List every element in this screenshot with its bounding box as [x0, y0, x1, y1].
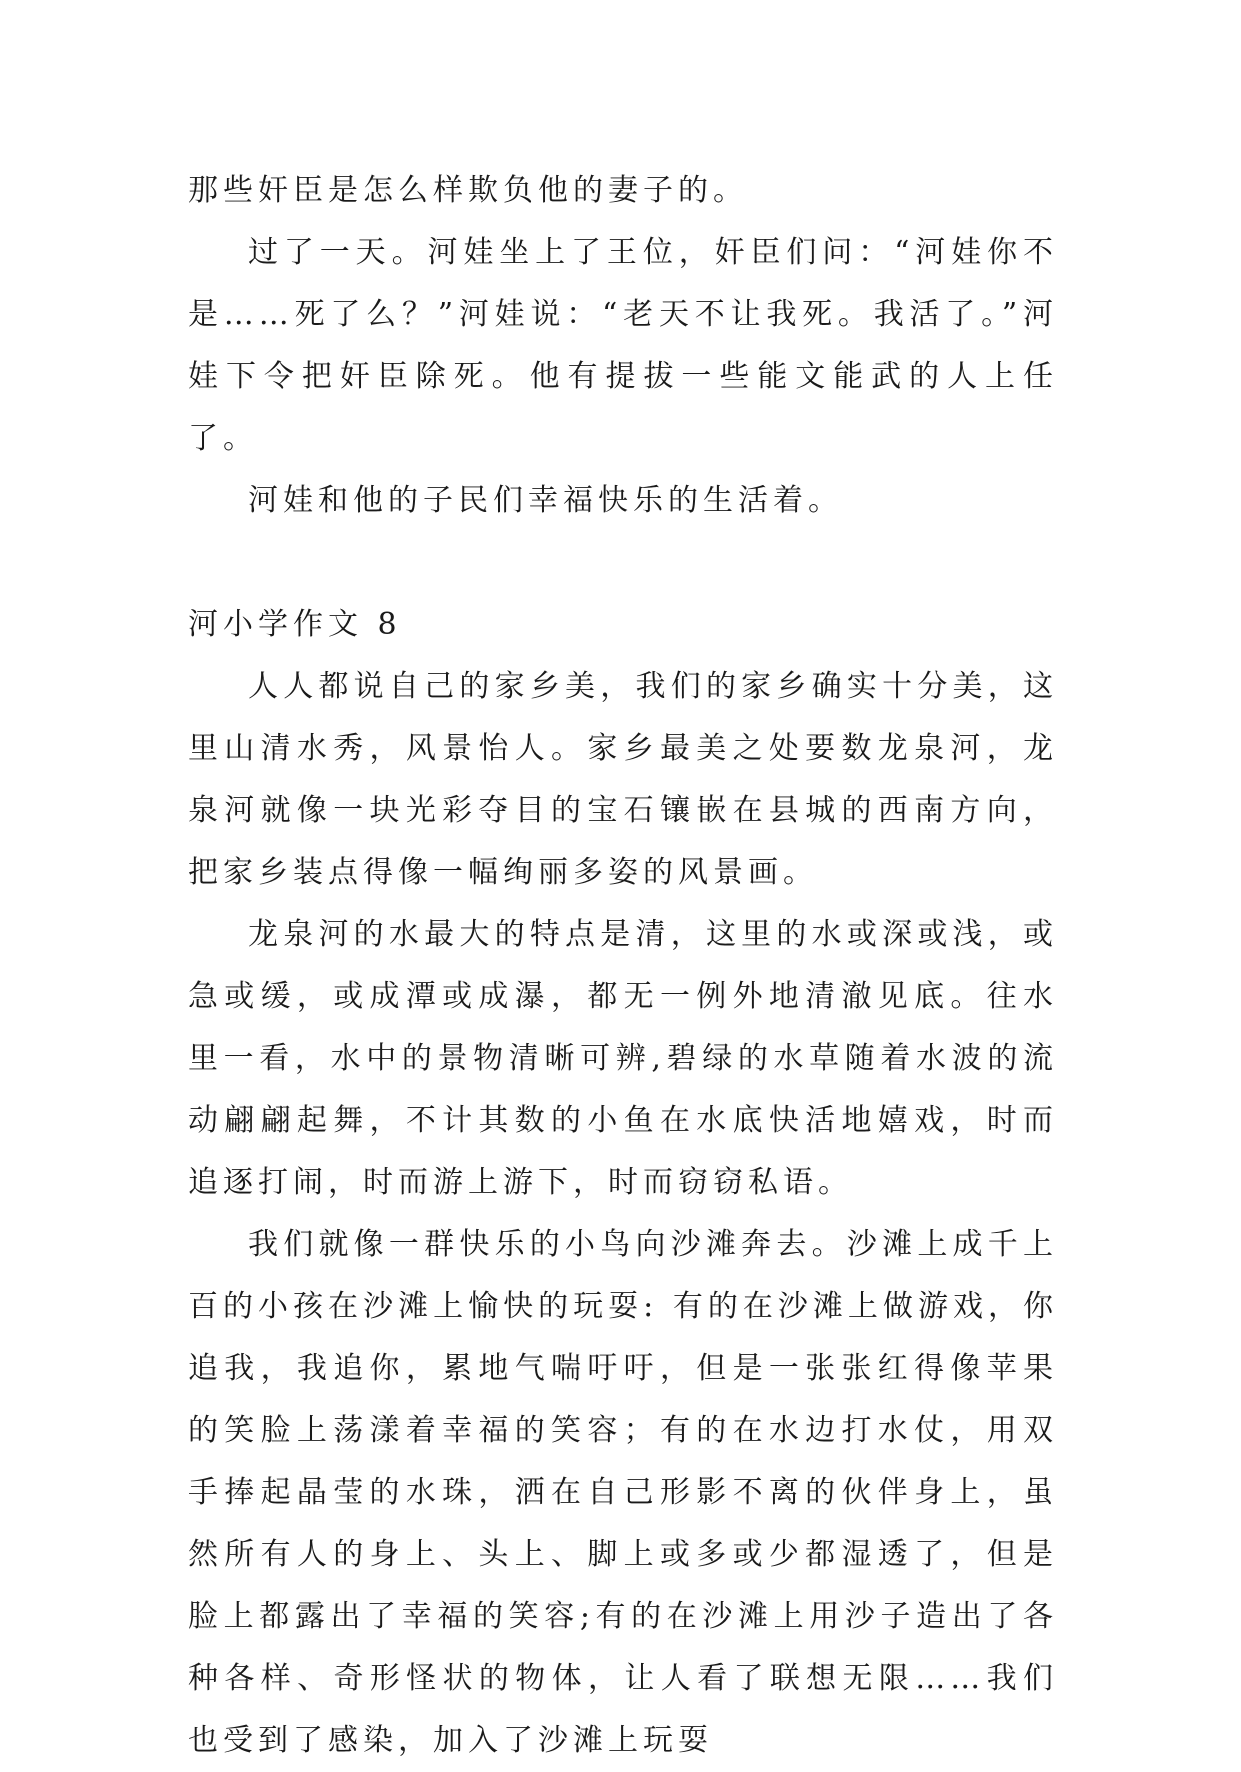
paragraph: 那些奸臣是怎么样欺负他的妻子的。 [188, 173, 748, 208]
document-body [188, 160, 1058, 1772]
paragraph: 人人都说自己的家乡美，我们的家乡确实十分美，这里山清水秀，风景怡人。家乡最美之处要数龙泉河，龙泉河就像一块光彩夺目的宝石镶嵌在县城的西南方向，把家乡装点得像一幅绚丽多姿的风景画。 [188, 669, 1058, 890]
section-spacer [188, 532, 1058, 594]
paragraph: 我们就像一群快乐的小鸟向沙滩奔去。沙滩上成千上百的小孩在沙滩上愉快的玩耍: 有的在沙滩上做游戏，你追我，我追你，累地气喘吁吁，但是一张张红得像苹果的笑脸上荡漾着幸福的笑容；有的在水边打水仗，用双手捧起晶莹的水珠，洒在自己形影不离的伙伴身上，虽然所有人的身上、头上、脚上或多或少都湿透了，但是脸上都露出了幸福的笑容;有的在沙滩上用沙子造出了各种各样、奇形怪状的物体，让人看了联想无限……我们也受到了感染，加入了沙滩上玩耍 [188, 1227, 1058, 1758]
paragraph: 过了一天。河娃坐上了王位，奸臣们问：“河娃你不是……死了么？”河娃说：“老天不让我死。我活了。”河娃下令把奸臣除死。他有提拔一些能文能武的人上任了。 [188, 235, 1058, 456]
paragraph: 河娃和他的子民们幸福快乐的生活着。 [248, 483, 843, 518]
section-title: 河小学作文 8 [188, 607, 402, 642]
paragraph: 龙泉河的水最大的特点是清，这里的水或深或浅，或急或缓，或成潭或成瀑，都无一例外地清澈见底。往水里一看，水中的景物清晰可辨,碧绿的水草随着水波的流动翩翩起舞，不计其数的小鱼在水底快活地嬉戏，时而追逐打闹，时而游上游下，时而窃窃私语。 [188, 917, 1058, 1200]
